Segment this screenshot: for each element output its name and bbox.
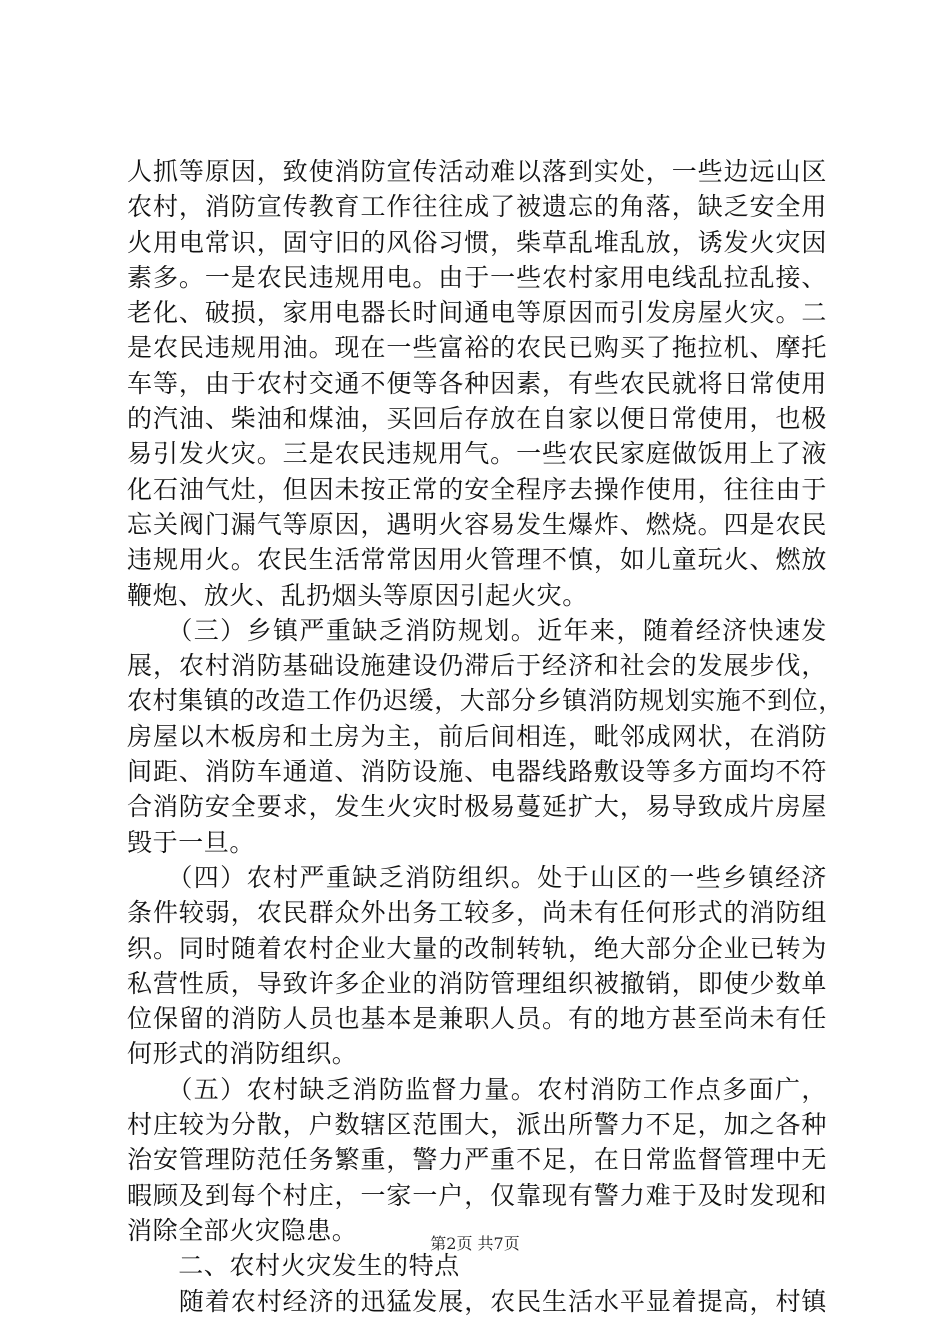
text-line: （四）农村严重缺乏消防组织。处于山区的一些乡镇经济 bbox=[127, 862, 827, 892]
text-line: 间距、消防车通道、消防设施、电器线路敷设等多方面均不符 bbox=[127, 757, 827, 787]
text-line: 是农民违规用油。现在一些富裕的农民已购买了拖拉机、摩托 bbox=[127, 333, 827, 363]
text-line: （五）农村缺乏消防监督力量。农村消防工作点多面广， bbox=[127, 1074, 827, 1104]
text-line: 老化、破损，家用电器长时间通电等原因而引发房屋火灾。二 bbox=[127, 298, 827, 328]
text-line: （三）乡镇严重缺乏消防规划。近年来，随着经济快速发 bbox=[127, 615, 827, 645]
text-line: 火用电常识，固守旧的风俗习惯，柴草乱堆乱放，诱发火灾因 bbox=[127, 227, 827, 257]
text-line: 人抓等原因，致使消防宣传活动难以落到实处，一些边远山区 bbox=[127, 157, 827, 186]
text-line: 消除全部火灾隐患。 bbox=[127, 1215, 358, 1245]
text-line: 的汽油、柴油和煤油，买回后存放在自家以便日常使用，也极 bbox=[127, 404, 827, 434]
text-line: 毁于一旦。 bbox=[127, 827, 256, 857]
text-line: 鞭炮、放火、乱扔烟头等原因引起火灾。 bbox=[127, 580, 588, 610]
text-line: 农村，消防宣传教育工作往往成了被遗忘的角落，缺乏安全用 bbox=[127, 192, 827, 222]
text-line: 房屋以木板房和土房为主，前后间相连，毗邻成网状，在消防 bbox=[127, 721, 827, 751]
text-line: 车等，由于农村交通不便等各种因素，有些农民就将日常使用 bbox=[127, 368, 827, 398]
text-line: 易引发火灾。三是农民违规用气。一些农民家庭做饭用上了液 bbox=[127, 439, 827, 469]
text-line: 违规用火。农民生活常常因用火管理不慎，如儿童玩火、燃放 bbox=[127, 545, 827, 575]
text-line: 条件较弱，农民群众外出务工较多，尚未有任何形式的消防组 bbox=[127, 898, 827, 928]
text-line: 位保留的消防人员也基本是兼职人员。有的地方甚至尚未有任 bbox=[127, 1004, 827, 1034]
text-line: 治安管理防范任务繁重，警力严重不足，在日常监督管理中无 bbox=[127, 1145, 827, 1175]
text-line: 忘关阀门漏气等原因，遇明火容易发生爆炸、燃烧。四是农民 bbox=[127, 509, 827, 539]
text-line: 合消防安全要求，发生火灾时极易蔓延扩大，易导致成片房屋 bbox=[127, 792, 827, 822]
text-line: 暇顾及到每个村庄，一家一户，仅靠现有警力难于及时发现和 bbox=[127, 1180, 827, 1210]
text-line: 素多。一是农民违规用电。由于一些农村家用电线乱拉乱接、 bbox=[127, 262, 827, 292]
text-line: 农村集镇的改造工作仍迟缓，大部分乡镇消防规划实施不到位， bbox=[127, 686, 844, 716]
text-line: 二、农村火灾发生的特点 bbox=[127, 1251, 460, 1281]
text-line: 何形式的消防组织。 bbox=[127, 1039, 358, 1069]
page-footer: 第2页 共7页 bbox=[430, 1234, 520, 1253]
text-line: 展，农村消防基础设施建设仍滞后于经济和社会的发展步伐， bbox=[127, 651, 827, 681]
body-text bbox=[127, 154, 844, 1319]
text-line: 织。同时随着农村企业大量的改制转轨，绝大部分企业已转为 bbox=[127, 933, 827, 963]
text-line: 私营性质，导致许多企业的消防管理组织被撤销，即使少数单 bbox=[127, 968, 827, 998]
text-line: 随着农村经济的迅猛发展，农民生活水平显着提高，村镇 bbox=[127, 1286, 827, 1316]
text-line: 村庄较为分散，户数辖区范围大，派出所警力不足，加之各种 bbox=[127, 1110, 827, 1140]
text-line: 化石油气灶，但因未按正常的安全程序去操作使用，往往由于 bbox=[127, 474, 827, 504]
